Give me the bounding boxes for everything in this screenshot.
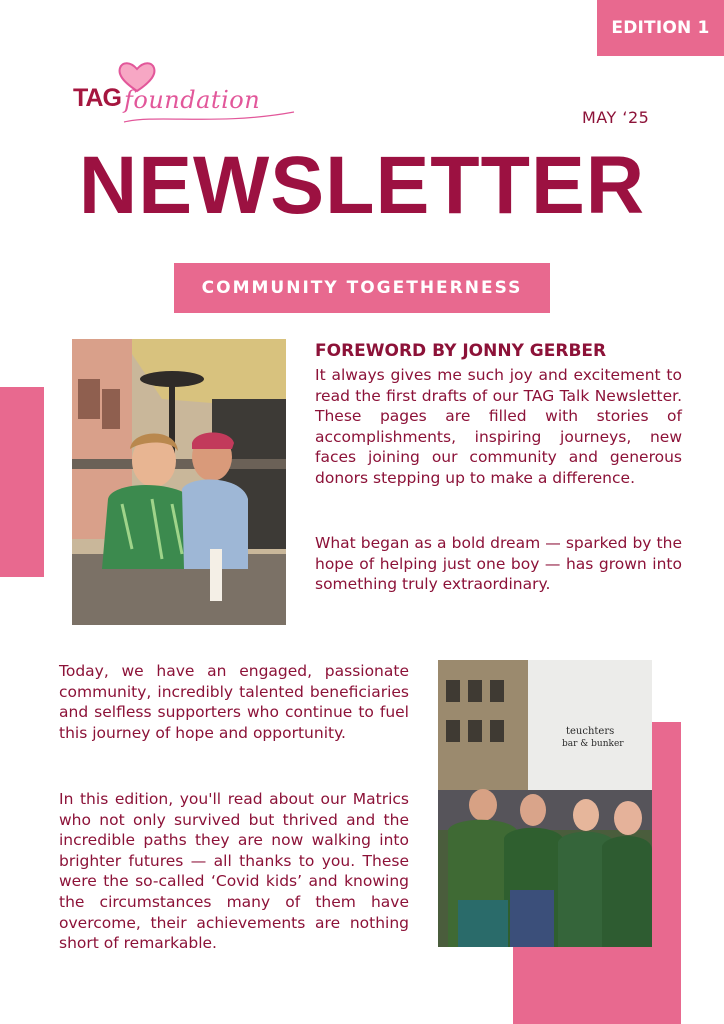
body-paragraph-2: In this edition, you'll read about our Matrics who not only survived but thrived and the incredible paths they are now walking into brighter futures — all thanks to you. These were the so-called ‘Covid kids’ and knowing the circumstances many of them have overcome, their achievements are nothing short of remarkable. — [59, 790, 409, 953]
foreword-paragraph-1: It always gives me such joy and excitement to read the first drafts of our TAG Talk Newsletter. These pages are filled with stories of accomplishments, inspiring journeys, new faces joining our community and generous donors stepping up to make a difference. — [315, 366, 682, 487]
sign-line-2: bar & bunker — [562, 739, 624, 749]
body-paragraph-1: Today, we have an engaged, passionate community, incredibly talented beneficiaries and selfless supporters who continue to fuel this journey of hope and opportunity. — [59, 662, 409, 742]
page-title: NEWSLETTER — [78, 140, 646, 231]
foreword-paragraph-2: What began as a bold dream — sparked by the hope of helping just one boy — has grown into something truly extraordinary. — [315, 534, 682, 594]
foreword-heading: FOREWORD BY JONNY GERBER — [315, 341, 607, 361]
issue-date: MAY ‘25 — [582, 108, 650, 127]
logo-swirl — [118, 108, 298, 128]
decor-block-left — [0, 387, 44, 577]
photo-couple-cafe — [72, 339, 286, 625]
photo-group-pub — [438, 660, 652, 947]
section-banner: COMMUNITY TOGETHERNESS — [174, 263, 550, 313]
logo-tag-text: TAG — [73, 84, 121, 112]
edition-badge: EDITION 1 — [597, 0, 724, 56]
sign-line-1: teuchters — [566, 726, 615, 737]
logo-script-text: foundation — [124, 86, 261, 114]
tag-foundation-logo — [72, 58, 302, 130]
